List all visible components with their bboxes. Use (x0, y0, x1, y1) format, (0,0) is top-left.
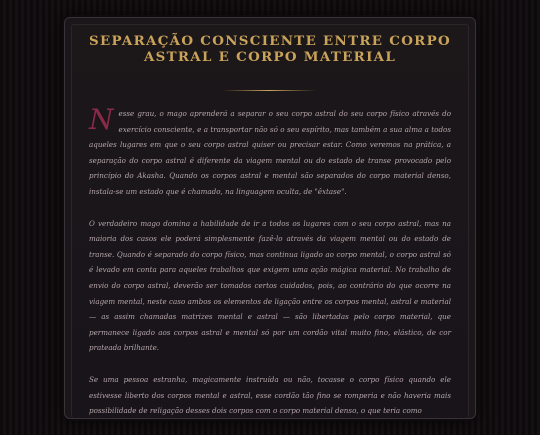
paragraph-3: Se uma pessoa estranha, magicamente instruída ou não, tocasse o corpo físico quando ele estivesse liberto dos corpos mental e astral, esse cordão tão fino se romperia e não haveria mais possibilidade de religação desses dois corpos com o corpo material denso, o que teria como (89, 374, 451, 416)
paragraph-1-text: esse grau, o mago aprenderá a separar o seu corpo astral do seu corpo físico através do exercício consciente, e a transportar não só o seu espírito, mas também a sua alma a todos aqueles lugares em que o seu corpo astral quiser ou precisar estar. Como veremos na prática, a separação do corpo astral é diferente da viagem mental ou do estado de transe provocado pelo princípio do Akasha. Quando os corpos astral e mental são separados do corpo material denso, instala-se um estado que é chamado, na linguagem oculta, de "êxtase". (89, 109, 451, 196)
paragraph-2: O verdadeiro mago domina a habilidade de ir a todos os lugares com o seu corpo astral, mas na maioria dos casos ele poderá simplesmente fazê-lo através da viagem mental ou do estado de transe. Quando é separado do corpo físico, mas continua ligado ao corpo mental, o corpo astral só é levado em conta para aqueles trabalhos que exigem uma ação mágica material. No trabalho de envio do corpo astral, deverão ser tomados certos cuidados, pois, ao contrário do que ocorre na viagem mental, neste caso ambos os elementos de ligação entre os corpos mental, astral e material — as assim chamadas matrizes mental e astral — são libertadas pelo corpo material, que permanece ligado aos corpos astral e mental só por um cordão vital muito fino, elástico, de cor prateada brilhante. (89, 218, 451, 353)
title-divider (222, 90, 316, 91)
article-title (0, 33, 540, 65)
title-line-2: ASTRAL E CORPO MATERIAL (143, 49, 397, 65)
drop-cap: N (89, 103, 114, 136)
title-line-1: SEPARAÇÃO CONSCIENTE ENTRE CORPO (89, 33, 451, 49)
article-body (89, 103, 451, 435)
paragraph-1 (89, 103, 451, 200)
